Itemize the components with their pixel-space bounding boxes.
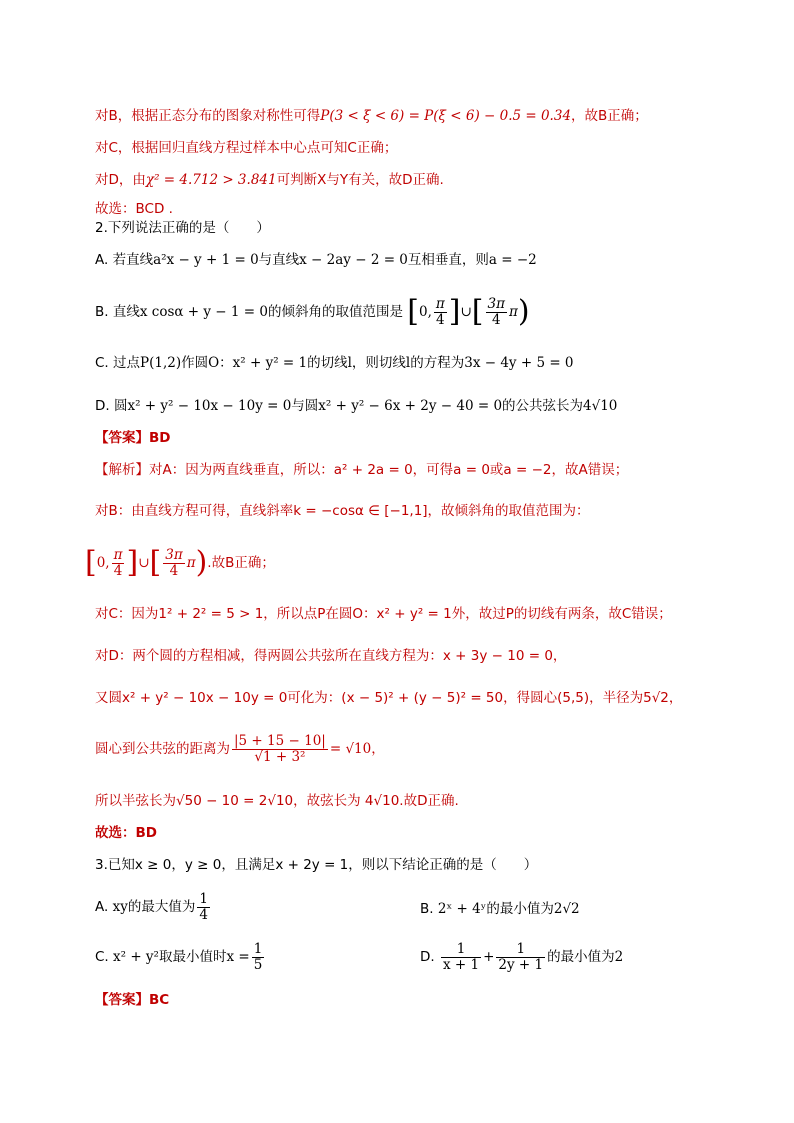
- math: χ² = 4.712 > 3.841: [145, 172, 277, 188]
- text: 对D，由: [95, 172, 146, 188]
- option-text: 2ˣ + 4ʸ的最小值为2√2: [437, 901, 580, 917]
- math: P(3 < ξ < 6) = P(ξ < 6) − 0.5 = 0.34: [320, 108, 572, 124]
- question-2: 2.下列说法正确的是（ ）: [95, 220, 270, 236]
- fraction: $\frac{3\pi}{4}$: [487, 295, 505, 328]
- fraction: $\frac{\pi}{4}$: [113, 546, 123, 579]
- answer-line-2: 故选：BD: [95, 825, 157, 841]
- plus: +: [483, 949, 495, 965]
- q2-option-b: [95, 295, 530, 329]
- analysis-line-d: [95, 170, 444, 190]
- interval-start: 0,: [96, 555, 110, 571]
- bracket: [: [407, 294, 419, 329]
- union: ∪: [460, 304, 472, 320]
- option-label: D.: [420, 949, 435, 965]
- option-label: A.: [95, 252, 109, 268]
- option-text: 的最小值为2: [547, 949, 624, 965]
- fraction: $\frac{\pi}{4}$: [435, 295, 445, 328]
- analysis-line-b: [95, 106, 648, 126]
- q2-option-c: [95, 353, 574, 373]
- text: 圆心到公共弦的距离为: [95, 741, 230, 757]
- option-label: D.: [95, 398, 110, 414]
- option-text: x² + y²取最小值时x =: [113, 949, 250, 965]
- option-text: 直线x cosα + y − 1 = 0的倾斜角的取值范围是: [112, 304, 403, 320]
- bracket: [: [471, 294, 484, 329]
- bracket: [: [85, 545, 97, 580]
- fraction: $\frac{3\pi}{4}$: [165, 546, 183, 579]
- bracket: ): [517, 294, 530, 329]
- math: = √10，: [329, 741, 385, 757]
- fraction: $\frac{1}{5}$: [253, 940, 263, 973]
- q2-option-d: [95, 396, 617, 416]
- answer-tag-3: 【答案】BC: [95, 992, 170, 1008]
- bracket: [: [149, 545, 162, 580]
- question-3: 3.已知x ≥ 0，y ≥ 0，且满足x + 2y = 1，则以下结论正确的是（ ）: [95, 857, 538, 873]
- option-text: 过点P(1,2)作圆O：x² + y² = 1的切线l，则切线l的方程为3x − 4y + 5 = 0: [113, 355, 574, 371]
- interval-end: π: [508, 304, 518, 320]
- union: ∪: [138, 555, 150, 571]
- explanation-b-interval: [85, 546, 275, 580]
- bracket: ]: [448, 294, 461, 329]
- explanation-a: 【解析】对A：因为两直线垂直，所以：a² + 2a = 0，可得a = 0或a = −2，故A错误；: [95, 462, 629, 478]
- answer-tag-2: 【答案】BD: [95, 430, 171, 446]
- fraction: $\frac{1}{4}$: [199, 890, 208, 923]
- option-label: C.: [95, 355, 109, 371]
- explanation-d3: [95, 732, 385, 766]
- option-label: A.: [95, 899, 109, 915]
- q2-option-a: [95, 250, 537, 270]
- q3-option-c: [95, 940, 266, 974]
- explanation-d2: 又圆x² + y² − 10x − 10y = 0可化为：(x − 5)² + (y − 5)² = 50，得圆心(5,5)，半径为5√2，: [95, 690, 683, 706]
- fraction: $\frac{1}{x + 1}$: [442, 940, 480, 973]
- text: .故B正确；: [207, 555, 275, 571]
- explanation-c: 对C：因为1² + 2² = 5 > 1，所以点P在圆O：x² + y² = 1外，故过P的切线有两条，故C错误；: [95, 606, 672, 622]
- option-text: 若直线a²x − y + 1 = 0与直线x − 2ay − 2 = 0互相垂直，则a = −2: [112, 252, 537, 268]
- fraction: $\frac{1}{2y + 1}$: [498, 940, 544, 973]
- text: 对B，根据正态分布的图象对称性可得: [95, 108, 321, 124]
- bracket: ): [195, 545, 208, 580]
- option-label: B.: [95, 304, 109, 320]
- answer-line-1: 故选：BCD .: [95, 201, 173, 217]
- option-text: 圆x² + y² − 10x − 10y = 0与圆x² + y² − 6x + 2y − 40 = 0的公共弦长为4√10: [113, 398, 618, 414]
- bracket: ]: [126, 545, 139, 580]
- option-label: B.: [420, 901, 434, 917]
- explanation-d4: 所以半弦长为√50 − 10 = 2√10，故弦长为 4√10.故D正确.: [95, 793, 459, 809]
- explanation-b: 对B：由直线方程可得，直线斜率k = −cosα ∈ [−1,1]，故倾斜角的取值范围为：: [95, 503, 590, 519]
- explanation-d1: 对D：两个圆的方程相减，得两圆公共弦所在直线方程为：x + 3y − 10 = 0，: [95, 648, 567, 664]
- interval-start: 0,: [419, 304, 432, 320]
- option-text: xy的最大值为: [112, 899, 196, 915]
- analysis-line-c: 对C，根据回归直线方程过样本中心点可知C正确；: [95, 140, 398, 156]
- interval-end: π: [186, 555, 196, 571]
- q3-option-b: [420, 897, 580, 917]
- q3-option-d: [420, 940, 623, 974]
- text: ，故B正确；: [571, 108, 648, 124]
- fraction: $\frac{|5 + 15 - 10|}{\text{√1 + 3²}}$: [234, 732, 326, 765]
- text: 可判断X与Y有关，故D正确.: [276, 172, 444, 188]
- option-label: C.: [95, 949, 109, 965]
- q3-option-a: [95, 890, 212, 924]
